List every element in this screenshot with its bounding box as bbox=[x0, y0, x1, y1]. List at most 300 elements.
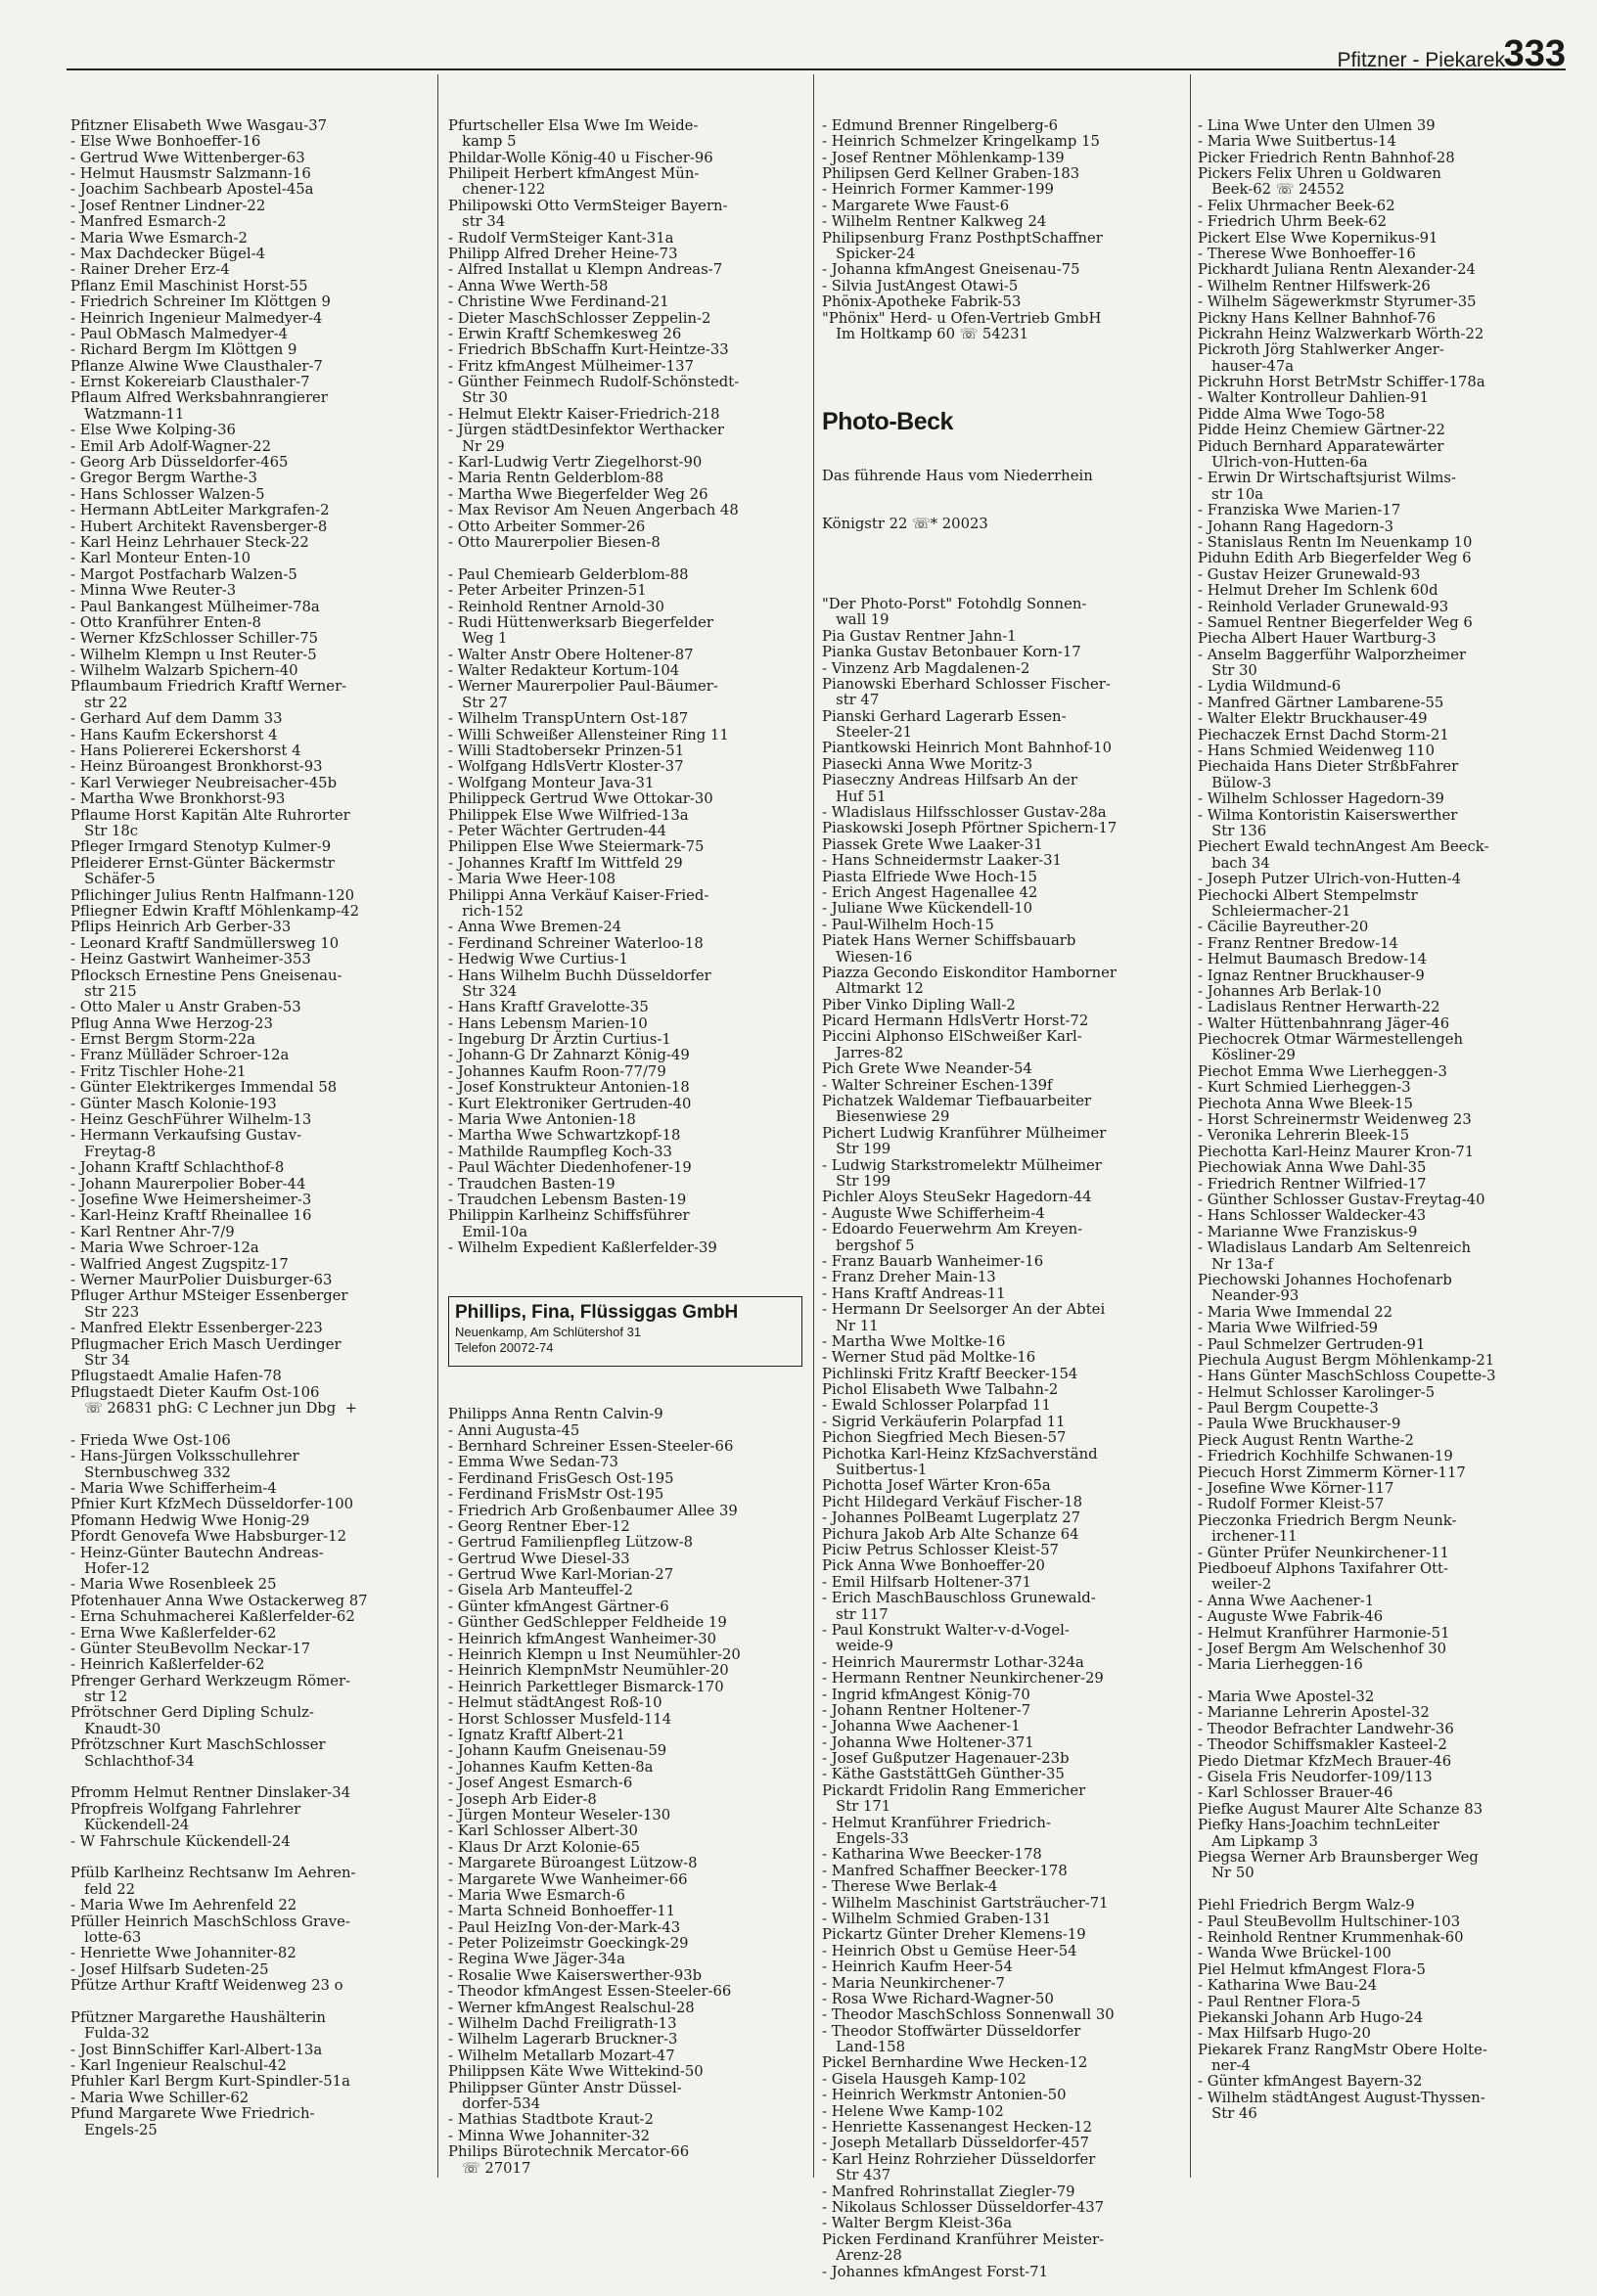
directory-entry: Pfromm Helmut Rentner Dinslaker-34 bbox=[70, 1784, 351, 1802]
directory-entry: Philipps Anna Rentn Calvin-9 bbox=[448, 1406, 663, 1423]
directory-entry: - Karl Schlosser Brauer-46 bbox=[1198, 1784, 1393, 1802]
directory-entry: Pichura Jakob Arb Alte Schanze 64 bbox=[822, 1525, 1079, 1543]
directory-entry: - Anna Wwe Werth-58 bbox=[448, 277, 609, 294]
directory-entry bbox=[448, 551, 818, 566]
directory-entry: Piedo Dietmar KfzMech Brauer-46 bbox=[1198, 1752, 1452, 1770]
directory-entry: Str 46 bbox=[1198, 2105, 1257, 2123]
directory-entry: "Der Photo-Porst" Fotohdlg Sonnen- bbox=[822, 595, 1087, 612]
directory-entry: - Heinz-Günter Bautechn Andreas- bbox=[70, 1544, 324, 1561]
directory-entry: - Werner KfzSchlosser Schiller-75 bbox=[70, 630, 319, 648]
directory-entry: - Paul ObMasch Malmedyer-4 bbox=[70, 325, 289, 342]
directory-entry: - Wilhelm Rentner Hilfswerk-26 bbox=[1198, 277, 1431, 294]
directory-entry: str 22 bbox=[70, 694, 128, 711]
directory-entry: Pickers Felix Uhren u Goldwaren bbox=[1198, 164, 1441, 182]
directory-entry: Pichol Elisabeth Wwe Talbahn-2 bbox=[822, 1381, 1059, 1399]
directory-entry: Piechota Anna Wwe Bleek-15 bbox=[1198, 1095, 1413, 1112]
directory-entry: - Katharina Wwe Beecker-178 bbox=[822, 1846, 1042, 1864]
directory-entry: - Kurt Schmied Lierheggen-3 bbox=[1198, 1079, 1411, 1097]
directory-entry: Pflugstaedt Dieter Kaufm Ost-106 bbox=[70, 1383, 320, 1401]
directory-entry: Philippi Anna Verkäuf Kaiser-Fried- bbox=[448, 886, 709, 904]
directory-entry: - Margarete Büroangest Lützow-8 bbox=[448, 1855, 698, 1872]
column-3 bbox=[822, 86, 1192, 2280]
directory-entry: - Karl-Heinz Kraftf Rheinallee 16 bbox=[70, 1207, 312, 1225]
directory-entry: - Emil Hilfsarb Holtener-371 bbox=[822, 1573, 1032, 1591]
directory-entry: Piduhn Edith Arb Biegerfelder Weg 6 bbox=[1198, 550, 1472, 567]
directory-entry: - Josef Konstrukteur Antonien-18 bbox=[448, 1079, 690, 1097]
directory-entry: - Johannes Kaufm Roon-77/79 bbox=[448, 1062, 666, 1080]
column-1 bbox=[70, 86, 440, 2180]
directory-entry: - Gerhard Auf dem Damm 33 bbox=[70, 710, 283, 728]
directory-entry: - Josef Hilfsarb Sudeten-25 bbox=[70, 1960, 269, 1978]
directory-entry: ner-4 bbox=[1198, 2057, 1251, 2075]
directory-entry: - Johann Rang Hagedorn-3 bbox=[1198, 518, 1394, 535]
directory-entry: - Werner MaurPolier Duisburger-63 bbox=[70, 1271, 333, 1288]
directory-entry: - Anna Wwe Bremen-24 bbox=[448, 919, 622, 936]
directory-entry: - Emma Wwe Sedan-73 bbox=[448, 1454, 618, 1471]
directory-entry: Piekanski Johann Arb Hugo-24 bbox=[1198, 2008, 1424, 2026]
directory-entry: "Phönix" Herd- u Ofen-Vertrieb GmbH bbox=[822, 309, 1102, 327]
directory-entry: - Joachim Sachbearb Apostel-45a bbox=[70, 181, 314, 199]
directory-entry: - Anselm Baggerführ Walporzheimer bbox=[1198, 646, 1467, 663]
directory-entry: - Hermann Rentner Neunkirchener-29 bbox=[822, 1670, 1104, 1688]
directory-entry: - Josef Bergm Am Welschenhof 30 bbox=[1198, 1640, 1447, 1657]
directory-entry: - Paul SteuBevollm Hultschiner-103 bbox=[1198, 1913, 1461, 1930]
directory-entry: - Heinrich kfmAngest Wanheimer-30 bbox=[448, 1630, 717, 1647]
directory-entry: - Ferdinand FrisMstr Ost-195 bbox=[448, 1486, 664, 1504]
directory-entry: - Erna Wwe Kaßlerfelder-62 bbox=[70, 1624, 277, 1642]
directory-entry: Str 136 bbox=[1198, 823, 1267, 839]
directory-entry: - Maria Wwe Esmarch-2 bbox=[70, 229, 248, 247]
directory-entry: - Peter Wächter Gertruden-44 bbox=[448, 823, 667, 839]
directory-entry bbox=[70, 1995, 440, 2010]
directory-entry: - Franziska Wwe Marien-17 bbox=[1198, 502, 1401, 519]
directory-entry: - Franz Dreher Main-13 bbox=[822, 1269, 996, 1286]
directory-entry bbox=[1198, 1674, 1568, 1689]
directory-entry: - Gertrud Wwe Diesel-33 bbox=[448, 1550, 630, 1567]
directory-entry: - Johann-G Dr Zahnarzt König-49 bbox=[448, 1047, 690, 1064]
directory-entry: - Minna Wwe Reuter-3 bbox=[70, 582, 237, 600]
directory-entry: - Joseph Putzer Ulrich-von-Hutten-4 bbox=[1198, 871, 1462, 888]
directory-entry: Pieck August Rentn Warthe-2 bbox=[1198, 1431, 1414, 1449]
directory-entry: - Walter Hüttenbahnrang Jäger-46 bbox=[1198, 1014, 1450, 1032]
directory-entry: - Wolfgang Monteur Java-31 bbox=[448, 774, 655, 791]
directory-entry: Pia Gustav Rentner Jahn-1 bbox=[822, 627, 1017, 645]
directory-entry: - Horst Schreinermstr Weidenweg 23 bbox=[1198, 1111, 1472, 1129]
directory-entry: Engels-33 bbox=[822, 1830, 909, 1848]
directory-entry bbox=[1198, 1882, 1568, 1898]
directory-entry: - Paul Konstrukt Walter-v-d-Vogel- bbox=[822, 1621, 1070, 1639]
directory-entry: - Gisela Fris Neudorfer-109/113 bbox=[1198, 1769, 1433, 1786]
directory-entry: - Heinrich Werkmstr Antonien-50 bbox=[822, 2087, 1067, 2104]
directory-entry: - Gisela Hausgeh Kamp-102 bbox=[822, 2070, 1027, 2088]
column-4 bbox=[1198, 86, 1568, 2180]
directory-entry: - Helmut Hausmstr Salzmann-16 bbox=[70, 164, 311, 182]
directory-entry: - Helmut Schlosser Karolinger-5 bbox=[1198, 1383, 1436, 1401]
directory-entry: - Josef Rentner Möhlenkamp-139 bbox=[822, 149, 1065, 166]
directory-entry: Sternbuschweg 332 bbox=[70, 1463, 231, 1481]
directory-entry: - Heinrich Parkettleger Bismarck-170 bbox=[448, 1678, 724, 1695]
running-head: Pfitzner - Piekarek bbox=[1337, 49, 1505, 71]
directory-entry: - Wilma Kontoristin Kaiserswerther bbox=[1198, 806, 1458, 824]
directory-entry: - Theodor Befrachter Landwehr-36 bbox=[1198, 1720, 1454, 1737]
directory-entry: - Georg Arb Düsseldorfer-465 bbox=[70, 454, 289, 472]
directory-entry: - Johannes kfmAngest Forst-71 bbox=[822, 2263, 1048, 2280]
directory-entry: - Henriette Wwe Johanniter-82 bbox=[70, 1945, 297, 1962]
directory-entry: - Käthe GaststättGeh Günther-35 bbox=[822, 1766, 1065, 1783]
directory-entry: - Samuel Rentner Biegerfelder Weg 6 bbox=[1198, 613, 1473, 631]
directory-entry: - Else Wwe Kolping-36 bbox=[70, 422, 236, 439]
directory-entry: - Heinrich Former Kammer-199 bbox=[822, 181, 1054, 199]
directory-entry: - Anni Augusta-45 bbox=[448, 1421, 580, 1439]
directory-entry: Pichert Ludwig Kranführer Mülheimer bbox=[822, 1124, 1107, 1142]
directory-entry: - Ingeburg Dr Ärztin Curtius-1 bbox=[448, 1031, 671, 1049]
directory-entry: - Johann Maurerpolier Bober-44 bbox=[70, 1175, 306, 1193]
directory-entry: Pickartz Günter Dreher Klemens-19 bbox=[822, 1926, 1086, 1944]
directory-entry: - Ingrid kfmAngest König-70 bbox=[822, 1686, 1030, 1703]
directory-entry: - Hans Kraftf Andreas-11 bbox=[822, 1284, 1006, 1302]
directory-entry: Piechowski Johannes Hochofenarb bbox=[1198, 1271, 1452, 1288]
directory-entry: - Marianne Wwe Franziskus-9 bbox=[1198, 1223, 1418, 1240]
directory-entry: - Gisela Arb Manteuffel-2 bbox=[448, 1582, 633, 1599]
directory-entry: - Ignatz Kraftf Albert-21 bbox=[448, 1726, 625, 1743]
directory-entry: Pfleiderer Ernst-Günter Bäckermstr bbox=[70, 854, 335, 872]
directory-entry: - Heinz Gastwirt Wanheimer-353 bbox=[70, 951, 311, 968]
directory-entry: - Mathilde Raumpfleg Koch-33 bbox=[448, 1143, 672, 1160]
directory-entry: Steeler-21 bbox=[822, 724, 913, 742]
directory-entry: str 10a bbox=[1198, 485, 1264, 503]
directory-entry: bergshof 5 bbox=[822, 1237, 915, 1254]
directory-entry: - Paul Bankangest Mülheimer-78a bbox=[70, 598, 320, 615]
directory-entry: - Friedrich Kochhilfe Schwanen-19 bbox=[1198, 1448, 1453, 1465]
directory-entry: Piechot Emma Wwe Lierheggen-3 bbox=[1198, 1062, 1447, 1080]
directory-entry: chener-122 bbox=[448, 181, 546, 199]
directory-entry: - Otto Maurerpolier Biesen-8 bbox=[448, 533, 661, 551]
directory-entry: - Helmut Dreher Im Schlenk 60d bbox=[1198, 582, 1438, 600]
directory-entry: Str 199 bbox=[822, 1141, 891, 1158]
directory-entry: - Jost BinnSchiffer Karl-Albert-13a bbox=[70, 2041, 323, 2058]
directory-entry: Piccini Alphonso ElSchweißer Karl- bbox=[822, 1028, 1082, 1046]
directory-entry: Biesenwiese 29 bbox=[822, 1108, 950, 1126]
directory-entry: Pich Grete Wwe Neander-54 bbox=[822, 1060, 1032, 1078]
directory-entry: Philippser Günter Anstr Düssel- bbox=[448, 2079, 682, 2096]
directory-entry: - Peter Arbeiter Prinzen-51 bbox=[448, 582, 647, 600]
directory-entry: - Martha Wwe Bronkhorst-93 bbox=[70, 790, 286, 808]
directory-entry: Piduch Bernhard Apparatewärter bbox=[1198, 437, 1444, 455]
directory-entry: Nr 13a-f bbox=[1198, 1255, 1273, 1273]
directory-entry: - Lina Wwe Unter den Ulmen 39 bbox=[1198, 116, 1436, 134]
directory-entry: - Heinrich Obst u Gemüse Heer-54 bbox=[822, 1942, 1077, 1959]
directory-entry: - Josefine Wwe Heimersheimer-3 bbox=[70, 1191, 312, 1208]
directory-entry: - Ernst Bergm Storm-22a bbox=[70, 1031, 256, 1049]
directory-entry: Philipeit Herbert kfmAngest Mün- bbox=[448, 164, 700, 182]
directory-entry: - Hans Schneidermstr Laaker-31 bbox=[822, 852, 1062, 870]
directory-entry: Philippsen Käte Wwe Wittekind-50 bbox=[448, 2063, 704, 2081]
directory-entry: Str 30 bbox=[448, 389, 508, 407]
directory-entry: - Günter Masch Kolonie-193 bbox=[70, 1095, 277, 1112]
directory-entry: - Hans Kaufm Eckershorst 4 bbox=[70, 726, 278, 743]
directory-entry: - Erwin Kraftf Schemkesweg 26 bbox=[448, 325, 682, 342]
directory-entry: - Traudchen Basten-19 bbox=[448, 1175, 616, 1193]
directory-entry: Pfnier Kurt KfzMech Düsseldorfer-100 bbox=[70, 1496, 354, 1513]
directory-entry: Pfuhler Karl Bergm Kurt-Spindler-51a bbox=[70, 2073, 350, 2091]
directory-entry: - Klaus Dr Arzt Kolonie-65 bbox=[448, 1838, 641, 1856]
directory-entry: Piasecki Anna Wwe Moritz-3 bbox=[822, 755, 1033, 773]
directory-entry: - Reinhold Verlader Grunewald-93 bbox=[1198, 598, 1449, 615]
directory-entry: - Henriette Kassenangest Hecken-12 bbox=[822, 2119, 1093, 2137]
directory-entry: - Theodor Schiffsmakler Kasteel-2 bbox=[1198, 1736, 1447, 1754]
directory-entry: - Rudi Hüttenwerksarb Biegerfelder bbox=[448, 613, 713, 631]
directory-entry: - Hans Schmied Weidenweg 110 bbox=[1198, 743, 1435, 760]
directory-entry: - Helmut Kranführer Friedrich- bbox=[822, 1814, 1051, 1831]
directory-entry: Picht Hildegard Verkäuf Fischer-18 bbox=[822, 1493, 1083, 1510]
directory-entry: - Reinhold Rentner Krummenhak-60 bbox=[1198, 1928, 1464, 1946]
directory-entry: - Johannes PolBeamt Lugerplatz 27 bbox=[822, 1509, 1081, 1527]
directory-entry: - Peter Polizeimstr Goeckingk-29 bbox=[448, 1935, 689, 1953]
directory-entry: Kösliner-29 bbox=[1198, 1047, 1296, 1064]
directory-entry: - Maria Wwe Schifferheim-4 bbox=[70, 1480, 277, 1498]
directory-entry: Piechaczek Ernst Dachd Storm-21 bbox=[1198, 726, 1449, 743]
directory-entry: Pickardt Fridolin Rang Emmericher bbox=[822, 1781, 1086, 1799]
directory-entry: - Wilhelm Schlosser Hagedorn-39 bbox=[1198, 790, 1444, 808]
directory-entry: - Kurt Elektroniker Gertruden-40 bbox=[448, 1095, 692, 1112]
directory-entry: - Hans Kraftf Gravelotte-35 bbox=[448, 999, 649, 1016]
directory-entry: Piel Helmut kfmAngest Flora-5 bbox=[1198, 1960, 1426, 1978]
directory-entry: Nr 29 bbox=[448, 437, 505, 455]
directory-entry: Knaudt-30 bbox=[70, 1720, 161, 1737]
directory-entry: - Walter Schreiner Eschen-139f bbox=[822, 1076, 1053, 1094]
directory-entry: - Nikolaus Schlosser Düsseldorfer-437 bbox=[822, 2199, 1105, 2216]
directory-entry: - Vinzenz Arb Magdalenen-2 bbox=[822, 659, 1030, 677]
directory-entry: - Paul Wächter Diedenhofener-19 bbox=[448, 1159, 692, 1177]
directory-entry: - Marianne Lehrerin Apostel-32 bbox=[1198, 1704, 1430, 1722]
directory-entry: - Maria Wwe Wilfried-59 bbox=[1198, 1320, 1379, 1337]
directory-entry: - Joseph Arb Eider-8 bbox=[448, 1790, 597, 1808]
directory-entry: - Anna Wwe Aachener-1 bbox=[1198, 1592, 1375, 1609]
directory-entry: Arenz-28 bbox=[822, 2247, 902, 2265]
directory-entry: - Karl Ingenieur Realschul-42 bbox=[70, 2057, 287, 2075]
directory-entry: - Heinrich Schmelzer Kringelkamp 15 bbox=[822, 133, 1100, 151]
directory-entry: - Günter Elektrikerges Immendal 58 bbox=[70, 1079, 338, 1097]
directory-entry: - Friedrich Schreiner Im Klöttgen 9 bbox=[70, 293, 331, 311]
directory-entry: Pflugmacher Erich Masch Uerdinger bbox=[70, 1335, 342, 1353]
directory-entry: Philipp Alfred Dreher Heine-73 bbox=[448, 245, 678, 262]
directory-entry: - Wilhelm TranspUntern Ost-187 bbox=[448, 710, 689, 728]
directory-entry: - Ferdinand Schreiner Waterloo-18 bbox=[448, 934, 704, 952]
directory-entry: - Gregor Bergm Warthe-3 bbox=[70, 470, 257, 487]
page-header bbox=[67, 29, 1566, 74]
column-2 bbox=[448, 86, 818, 2180]
directory-entry: Watzmann-11 bbox=[70, 405, 185, 423]
directory-entry: Pfurtscheller Elsa Wwe Im Weide- bbox=[448, 116, 699, 134]
directory-entry: Pianowski Eberhard Schlosser Fischer- bbox=[822, 675, 1111, 693]
directory-entry: Jarres-82 bbox=[822, 1044, 904, 1061]
directory-entry: - Günter Prüfer Neunkirchener-11 bbox=[1198, 1544, 1449, 1561]
directory-entry: Pidde Heinz Chemiew Gärtner-22 bbox=[1198, 422, 1445, 439]
directory-entry: Pfrötzschner Kurt MaschSchlosser bbox=[70, 1736, 326, 1754]
directory-entry: Huf 51 bbox=[822, 788, 887, 805]
directory-entry: Pickroth Jörg Stahlwerker Anger- bbox=[1198, 341, 1444, 359]
directory-entry: Pfützner Margarethe Haushälterin bbox=[70, 2008, 326, 2026]
directory-entry: - Wilhelm Metallarb Mozart-47 bbox=[448, 2047, 675, 2064]
directory-entry: - Paul-Wilhelm Hoch-15 bbox=[822, 916, 994, 933]
directory-entry: Picker Friedrich Rentn Bahnhof-28 bbox=[1198, 149, 1455, 166]
directory-entry: - Wilhelm städtAngest August-Thyssen- bbox=[1198, 2089, 1485, 2106]
directory-entry: - Maria Neunkirchener-7 bbox=[822, 1974, 1005, 1992]
directory-entry: - Karl Rentner Ahr-7/9 bbox=[70, 1223, 235, 1240]
directory-entry: - Mathias Stadtbote Kraut-2 bbox=[448, 2111, 654, 2129]
directory-entry: - Margarete Wwe Faust-6 bbox=[822, 197, 1010, 214]
directory-entry: - Johann Kaufm Gneisenau-59 bbox=[448, 1742, 667, 1760]
ad-title: Photo-Beck bbox=[822, 407, 953, 435]
directory-entry: Pichon Siegfried Mech Biesen-57 bbox=[822, 1429, 1067, 1447]
directory-entry bbox=[70, 1417, 440, 1432]
directory-entry: Piaseczny Andreas Hilfsarb An der bbox=[822, 772, 1077, 789]
directory-entry: - Friedrich Rentner Wilfried-17 bbox=[1198, 1175, 1427, 1193]
directory-entry: - Marta Schneid Bonhoeffer-11 bbox=[448, 1903, 676, 1920]
page-number: 333 bbox=[1503, 33, 1566, 74]
directory-entry: - Hans Günter MaschSchloss Coupette-3 bbox=[1198, 1368, 1496, 1385]
directory-entry: - Margot Postfacharb Walzen-5 bbox=[70, 565, 297, 583]
directory-entry: - Paul Rentner Flora-5 bbox=[1198, 1993, 1361, 2010]
directory-entry: - Rudolf VermSteiger Kant-31a bbox=[448, 229, 674, 247]
directory-entry: Piekarek Franz RangMstr Obere Holte- bbox=[1198, 2041, 1487, 2058]
directory-entry: Engels-25 bbox=[70, 2121, 158, 2138]
directory-entry: - Rudolf Former Kleist-57 bbox=[1198, 1496, 1385, 1513]
directory-entry: Schäfer-5 bbox=[70, 871, 156, 888]
directory-entry: Beek-62 ☏ 24552 bbox=[1198, 181, 1346, 199]
directory-entry: - Karl Heinz Lehrhauer Steck-22 bbox=[70, 533, 309, 551]
directory-entry: - Otto Arbeiter Sommer-26 bbox=[448, 518, 646, 535]
entry-list bbox=[1198, 118, 1568, 2123]
directory-entry: Pfleger Irmgard Stenotyp Kulmer-9 bbox=[70, 838, 332, 856]
directory-entry: - Günther Schlosser Gustav-Freytag-40 bbox=[1198, 1191, 1485, 1208]
directory-entry: - Wladislaus Landarb Am Seltenreich bbox=[1198, 1239, 1472, 1257]
directory-entry: - Friedrich Arb Großenbaumer Allee 39 bbox=[448, 1502, 738, 1519]
directory-entry: - Reinhold Rentner Arnold-30 bbox=[448, 598, 664, 615]
directory-entry: - Paul HeizIng Von-der-Mark-43 bbox=[448, 1918, 681, 1936]
directory-entry: - Erna Schuhmacherei Kaßlerfelder-62 bbox=[70, 1608, 355, 1626]
directory-entry: Pfliegner Edwin Kraftf Möhlenkamp-42 bbox=[70, 902, 360, 920]
directory-entry: - Edmund Brenner Ringelberg-6 bbox=[822, 116, 1059, 134]
directory-entry: - Manfred Gärtner Lambarene-55 bbox=[1198, 694, 1444, 711]
directory-entry: ☏ 27017 bbox=[448, 2159, 531, 2177]
directory-entry: Wiesen-16 bbox=[822, 948, 913, 966]
directory-entry: Str 437 bbox=[822, 2167, 891, 2184]
directory-entry: Pfüller Heinrich MaschSchloss Grave- bbox=[70, 1913, 350, 1930]
directory-entry: Piciw Petrus Schlosser Kleist-57 bbox=[822, 1541, 1059, 1558]
directory-entry: - Josefine Wwe Körner-117 bbox=[1198, 1480, 1394, 1498]
directory-entry: str 215 bbox=[70, 982, 137, 1000]
directory-entry: - Heinrich Kaufm Heer-54 bbox=[822, 1958, 1013, 1976]
directory-entry: Pfordt Genovefa Wwe Habsburger-12 bbox=[70, 1528, 347, 1546]
directory-entry: - Walter Redakteur Kortum-104 bbox=[448, 662, 680, 680]
directory-entry: - Helmut Baumasch Bredow-14 bbox=[1198, 951, 1428, 968]
directory-entry: Pflichinger Julius Rentn Halfmann-120 bbox=[70, 886, 355, 904]
directory-entry: wall 19 bbox=[822, 611, 890, 629]
directory-entry: - Bernhard Schreiner Essen-Steeler-66 bbox=[448, 1437, 734, 1455]
directory-entry: - Gertrud Wwe Karl-Morian-27 bbox=[448, 1566, 674, 1584]
directory-entry: - Gertrud Familienpfleg Lützow-8 bbox=[448, 1534, 694, 1552]
directory-entry: - Cäcilie Bayreuther-20 bbox=[1198, 919, 1369, 936]
directory-entry: - Erwin Dr Wirtschaftsjurist Wilms- bbox=[1198, 470, 1457, 487]
directory-entry: hauser-47a bbox=[1198, 357, 1295, 375]
directory-entry: Philipowski Otto VermSteiger Bayern- bbox=[448, 197, 728, 214]
directory-entry: - Joseph Metallarb Düsseldorfer-457 bbox=[822, 2135, 1089, 2152]
directory-entry: - Dieter MaschSchlosser Zeppelin-2 bbox=[448, 309, 711, 327]
directory-entry: Pianka Gustav Betonbauer Korn-17 bbox=[822, 644, 1081, 661]
directory-entry: - Friedrich Uhrm Beek-62 bbox=[1198, 213, 1388, 231]
directory-entry: - Max Revisor Am Neuen Angerbach 48 bbox=[448, 502, 739, 519]
directory-entry: Hofer-12 bbox=[70, 1559, 151, 1577]
directory-entry: - Maria Wwe Heer-108 bbox=[448, 871, 616, 888]
directory-entry: - Günter kfmAngest Bayern-32 bbox=[1198, 2073, 1423, 2091]
directory-entry: - Hans Lebensm Marien-10 bbox=[448, 1014, 648, 1032]
directory-entry: Bülow-3 bbox=[1198, 774, 1272, 791]
directory-entry: lotte-63 bbox=[70, 1928, 142, 1946]
directory-entry: Pick Anna Wwe Bonhoeffer-20 bbox=[822, 1557, 1045, 1575]
directory-entry: weiler-2 bbox=[1198, 1576, 1272, 1594]
ad-line: Königstr 22 ☏* 20023 bbox=[822, 515, 988, 532]
directory-entry: - Ignaz Rentner Bruckhauser-9 bbox=[1198, 967, 1425, 984]
directory-entry: Pidde Alma Wwe Togo-58 bbox=[1198, 405, 1386, 423]
directory-entry: - Rainer Dreher Erz-4 bbox=[70, 261, 230, 279]
directory-entry: - Leonard Kraftf Sandmüllersweg 10 bbox=[70, 934, 340, 952]
directory-entry: - Manfred Rohrinstallat Ziegler-79 bbox=[822, 2183, 1075, 2200]
directory-entry: - Wilhelm Dachd Freiligrath-13 bbox=[448, 2015, 677, 2033]
directory-entry: - Paul Bergm Coupette-3 bbox=[1198, 1400, 1379, 1418]
directory-entry: - Walter Elektr Bruckhauser-49 bbox=[1198, 710, 1428, 728]
directory-entry: - Walter Anstr Obere Holtener-87 bbox=[448, 646, 694, 663]
directory-entry: - Veronika Lehrerin Bleek-15 bbox=[1198, 1127, 1410, 1145]
directory-entry: - Ludwig Starkstromelektr Mülheimer bbox=[822, 1156, 1102, 1174]
directory-entry: Spicker-24 bbox=[822, 245, 916, 262]
directory-entry: - Erich Angest Hagenallee 42 bbox=[822, 883, 1038, 901]
directory-entry: Pflaum Alfred Werksbahnrangierer bbox=[70, 389, 328, 407]
directory-entry: - Günther Feinmech Rudolf-Schönstedt- bbox=[448, 374, 740, 391]
directory-entry: - Franz Mülläder Schroer-12a bbox=[70, 1047, 290, 1064]
directory-entry: Kückendell-24 bbox=[70, 1817, 190, 1834]
directory-entry: - Frieda Wwe Ost-106 bbox=[70, 1431, 231, 1449]
directory-entry: Str 18c bbox=[70, 823, 139, 839]
directory-entry: - Heinrich Maurermstr Lothar-324a bbox=[822, 1653, 1084, 1671]
directory-entry: - Ernst Kokereiarb Clausthaler-7 bbox=[70, 374, 310, 391]
directory-entry: - Günter SteuBevollm Neckar-17 bbox=[70, 1640, 311, 1657]
directory-entry: Pfropfreis Wolfgang Fahrlehrer bbox=[70, 1800, 301, 1818]
directory-entry: - Max Hilfsarb Hugo-20 bbox=[1198, 2025, 1371, 2043]
directory-entry: - Karl Monteur Enten-10 bbox=[70, 550, 251, 567]
directory-entry: - Maria Wwe Im Aehrenfeld 22 bbox=[70, 1897, 297, 1914]
directory-entry: Pfrötschner Gerd Dipling Schulz- bbox=[70, 1704, 314, 1722]
directory-entry: - Manfred Elektr Essenberger-223 bbox=[70, 1320, 323, 1337]
entry-list bbox=[448, 118, 818, 1257]
directory-entry: weide-9 bbox=[822, 1638, 893, 1655]
directory-entry: - Rosa Wwe Richard-Wagner-50 bbox=[822, 1990, 1054, 2007]
directory-entry: Pflaumbaum Friedrich Kraftf Werner- bbox=[70, 678, 347, 696]
entry-list bbox=[70, 118, 440, 2138]
directory-entry: Piechocrek Otmar Wärmestellengeh bbox=[1198, 1031, 1464, 1049]
directory-entry: - Maria Wwe Esmarch-6 bbox=[448, 1886, 625, 1904]
directory-entry: Ulrich-von-Hutten-6a bbox=[1198, 454, 1368, 472]
directory-entry: Nr 11 bbox=[822, 1317, 879, 1334]
directory-entry: - Jürgen Monteur Weseler-130 bbox=[448, 1806, 671, 1823]
directory-entry: - Maria Wwe Suitbertus-14 bbox=[1198, 133, 1396, 151]
directory-entry: - Hermann AbtLeiter Markgrafen-2 bbox=[70, 502, 330, 519]
entry-list bbox=[822, 597, 1192, 2280]
directory-entry: Str 223 bbox=[70, 1303, 140, 1321]
directory-entry: - Margarete Wwe Wanheimer-66 bbox=[448, 1870, 688, 1888]
directory-entry: str 12 bbox=[70, 1688, 128, 1706]
directory-entry: - Helmut Kranführer Harmonie-51 bbox=[1198, 1624, 1450, 1642]
